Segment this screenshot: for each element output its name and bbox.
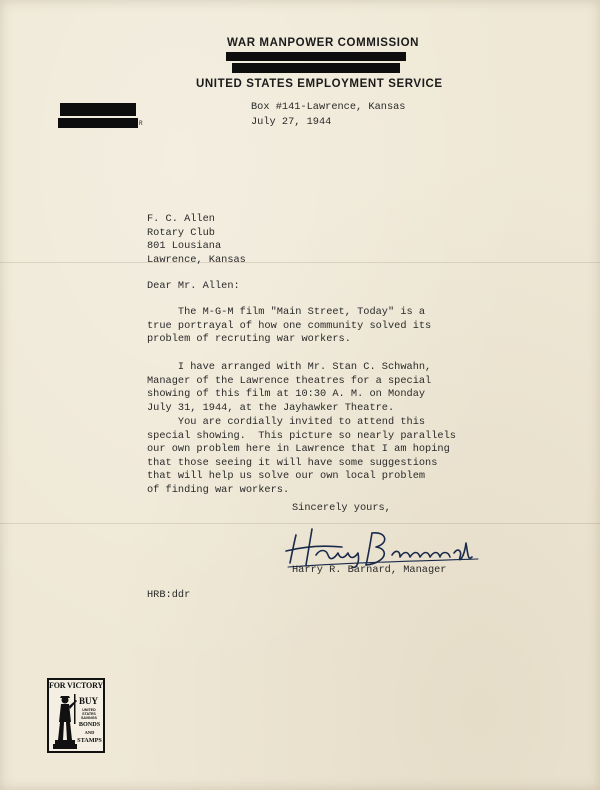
letterhead-service: UNITED STATES EMPLOYMENT SERVICE <box>196 78 443 90</box>
redacted-text-fragment: R <box>139 120 143 127</box>
reference-initials: HRB:ddr <box>147 589 191 601</box>
body-line: of finding war workers. <box>147 483 290 496</box>
body-line: true portrayal of how one community solved its <box>147 319 432 332</box>
body-line: that will help us solve our own local problem <box>147 470 426 483</box>
stamp-small-line: STATES <box>82 712 96 716</box>
stamp-bonds: BONDS <box>78 721 101 728</box>
body-line: special showing. This picture so nearly parallels <box>147 429 456 442</box>
recipient-line: Lawrence, Kansas <box>147 253 246 266</box>
redaction-bar <box>58 118 138 128</box>
sender-address: Box #141-Lawrence, Kansas <box>251 101 406 113</box>
recipient-line: F. C. Allen <box>147 213 215 225</box>
stamp-and: AND <box>84 730 95 735</box>
stamp-buy: BUY <box>79 696 99 706</box>
closing: Sincerely yours, <box>292 502 391 514</box>
redaction-bar <box>60 103 136 116</box>
fold-line <box>0 262 600 263</box>
body-paragraph-2 <box>147 361 431 415</box>
body-paragraph-3 <box>147 416 456 498</box>
body-paragraph-1 <box>147 306 431 347</box>
redaction-bar <box>232 63 400 73</box>
war-bonds-stamp <box>47 678 105 753</box>
stamp-small-line: SAVINGS <box>81 716 97 720</box>
body-line: our own problem here in Lawrence that I am hoping <box>147 443 450 456</box>
recipient-line: Rotary Club <box>147 226 215 239</box>
body-line: The M-G-M film "Main Street, Today" is a <box>147 306 426 318</box>
minuteman-icon <box>52 694 78 750</box>
body-line: problem of recruting war workers. <box>147 333 351 346</box>
body-line: that those seeing it will have some suggestions <box>147 456 438 469</box>
body-line: showing of this film at 10:30 A. M. on Monday <box>147 388 426 401</box>
body-line: July 31, 1944, at the Jayhawker Theatre. <box>147 401 395 414</box>
stamp-small-line: UNITED <box>82 708 96 712</box>
salutation: Dear Mr. Allen: <box>147 280 240 292</box>
body-line: Manager of the Lawrence theatres for a special <box>147 374 432 387</box>
letterhead-agency: WAR MANPOWER COMMISSION <box>227 37 420 49</box>
body-line: You are cordially invited to attend this <box>147 416 426 428</box>
redaction-bar <box>226 52 406 61</box>
recipient-line: 801 Lousiana <box>147 240 222 253</box>
body-line: I have arranged with Mr. Stan C. Schwahn, <box>147 361 432 373</box>
letter-date: July 27, 1944 <box>251 116 332 128</box>
stamp-stamps: STAMPS <box>77 737 102 744</box>
typed-signature: Harry R. Barnard, Manager <box>292 564 447 576</box>
recipient-address <box>147 213 246 267</box>
stamp-headline: FOR VICTORY <box>49 681 103 690</box>
